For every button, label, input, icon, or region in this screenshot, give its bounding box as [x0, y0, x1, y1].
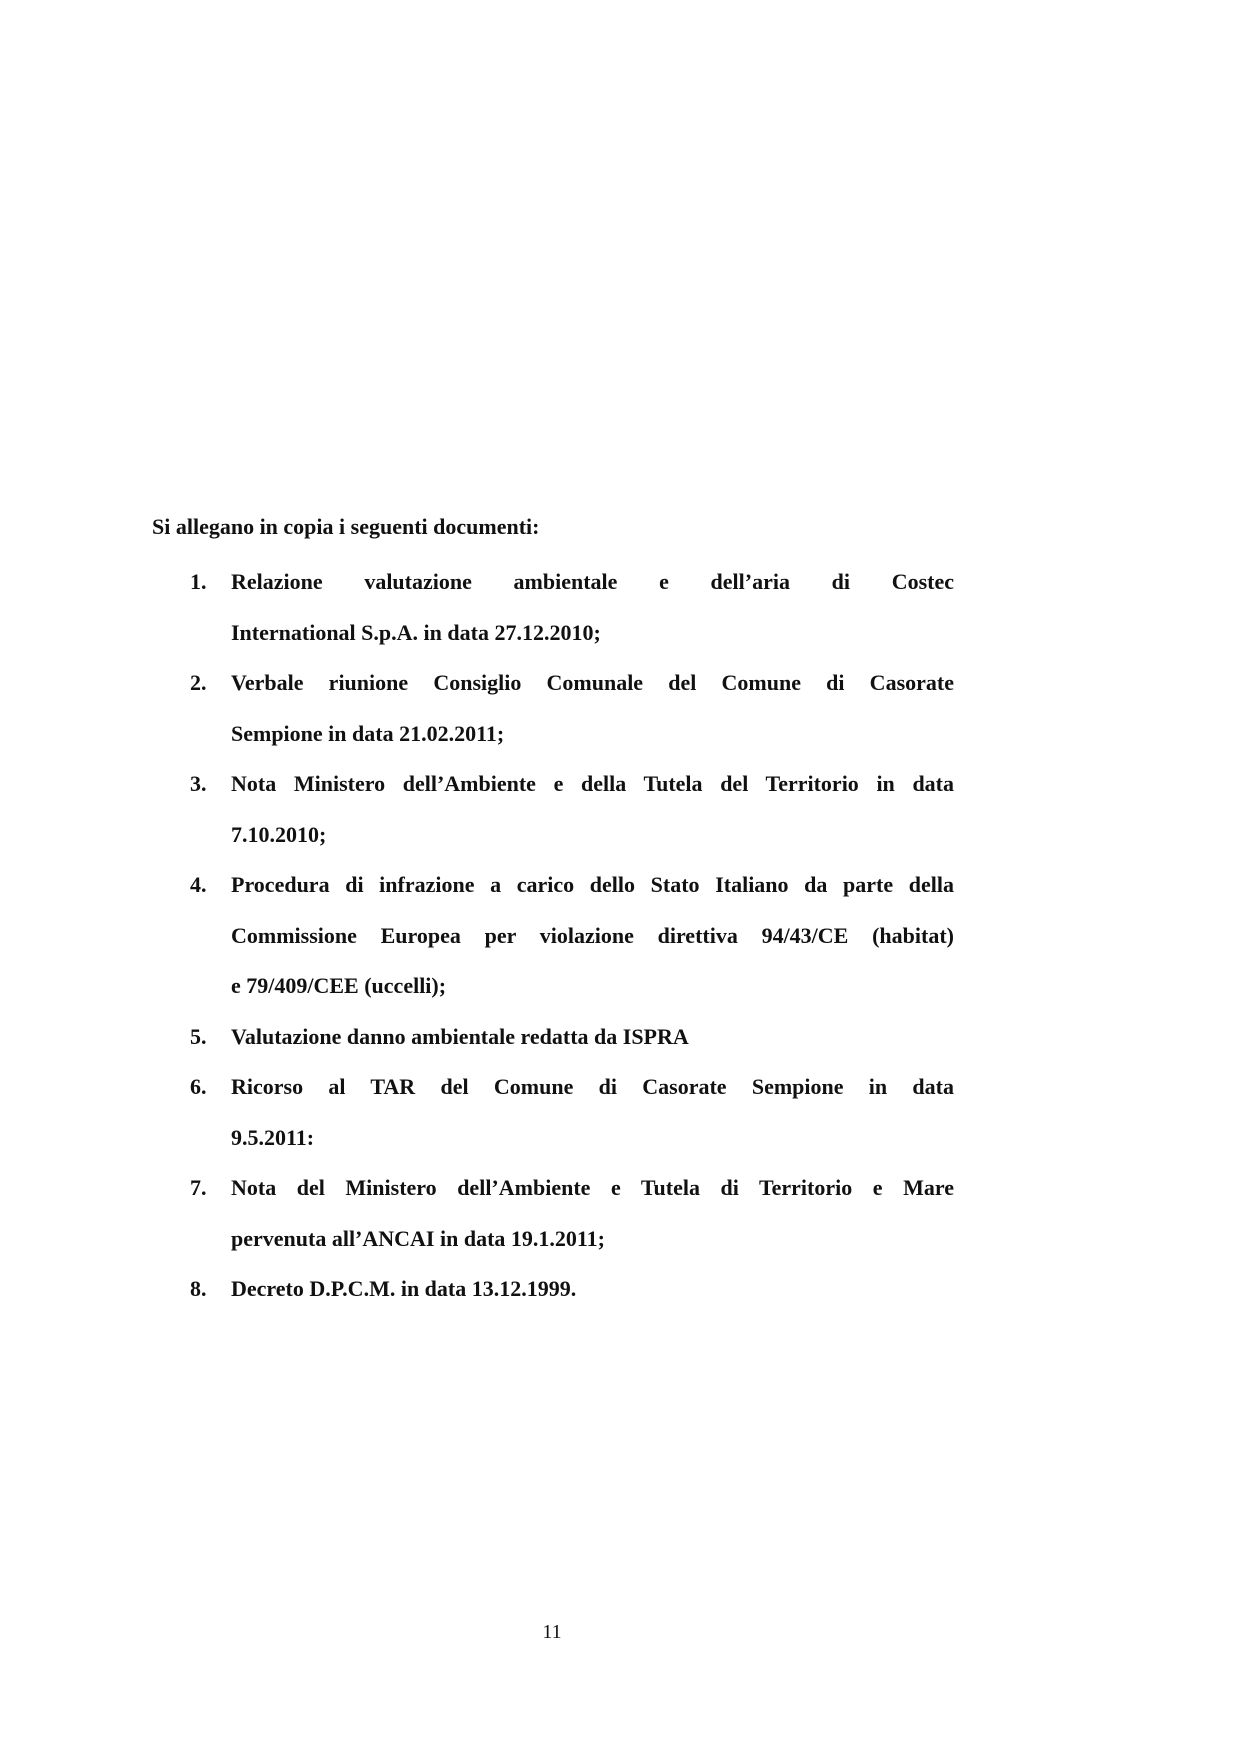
item-text-line: Valutazione danno ambientale redatta da ISPRA	[231, 1023, 689, 1049]
item-number: 5.	[190, 1023, 207, 1049]
item-text-line: pervenuta all’ANCAI in data 19.1.2011;	[231, 1225, 606, 1251]
item-text-line: e 79/409/CEE (uccelli);	[231, 973, 447, 998]
item-text-line: Ricorso al TAR del Comune di Casorate Sempione in data	[231, 1074, 954, 1099]
item-number: 3.	[190, 771, 207, 796]
item-number: 1.	[190, 569, 207, 594]
item-text-line: Sempione in data 21.02.2011;	[231, 720, 505, 746]
item-text-line: Procedura di infrazione a carico dello Stato Italiano da parte della	[231, 872, 954, 897]
item-text-line: Nota Ministero dell’Ambiente e della Tutela del Territorio in data	[231, 771, 954, 796]
page-number: 11	[542, 1621, 562, 1643]
item-number: 8.	[190, 1276, 207, 1301]
item-text-line: Commissione Europea per violazione direttiva 94/43/CE (habitat)	[231, 922, 954, 948]
item-number: 2.	[190, 670, 207, 695]
item-number: 7.	[190, 1175, 207, 1200]
item-text-line: International S.p.A. in data 27.12.2010;	[231, 619, 601, 645]
item-number: 4.	[190, 872, 207, 897]
item-text-line: 7.10.2010;	[231, 821, 327, 847]
item-text-line: 9.5.2011:	[231, 1124, 315, 1150]
item-text-line: Relazione valutazione ambientale e dell’aria di Costec	[231, 569, 954, 594]
item-text-line: Decreto D.P.C.M. in data 13.12.1999.	[231, 1276, 577, 1301]
item-text-line: Verbale riunione Consiglio Comunale del Comune di Casorate	[231, 670, 954, 695]
intro-text: Si allegano in copia i seguenti documenti:	[152, 514, 540, 539]
item-number: 6.	[190, 1074, 207, 1099]
item-text-line: Nota del Ministero dell’Ambiente e Tutela di Territorio e Mare	[231, 1175, 954, 1200]
